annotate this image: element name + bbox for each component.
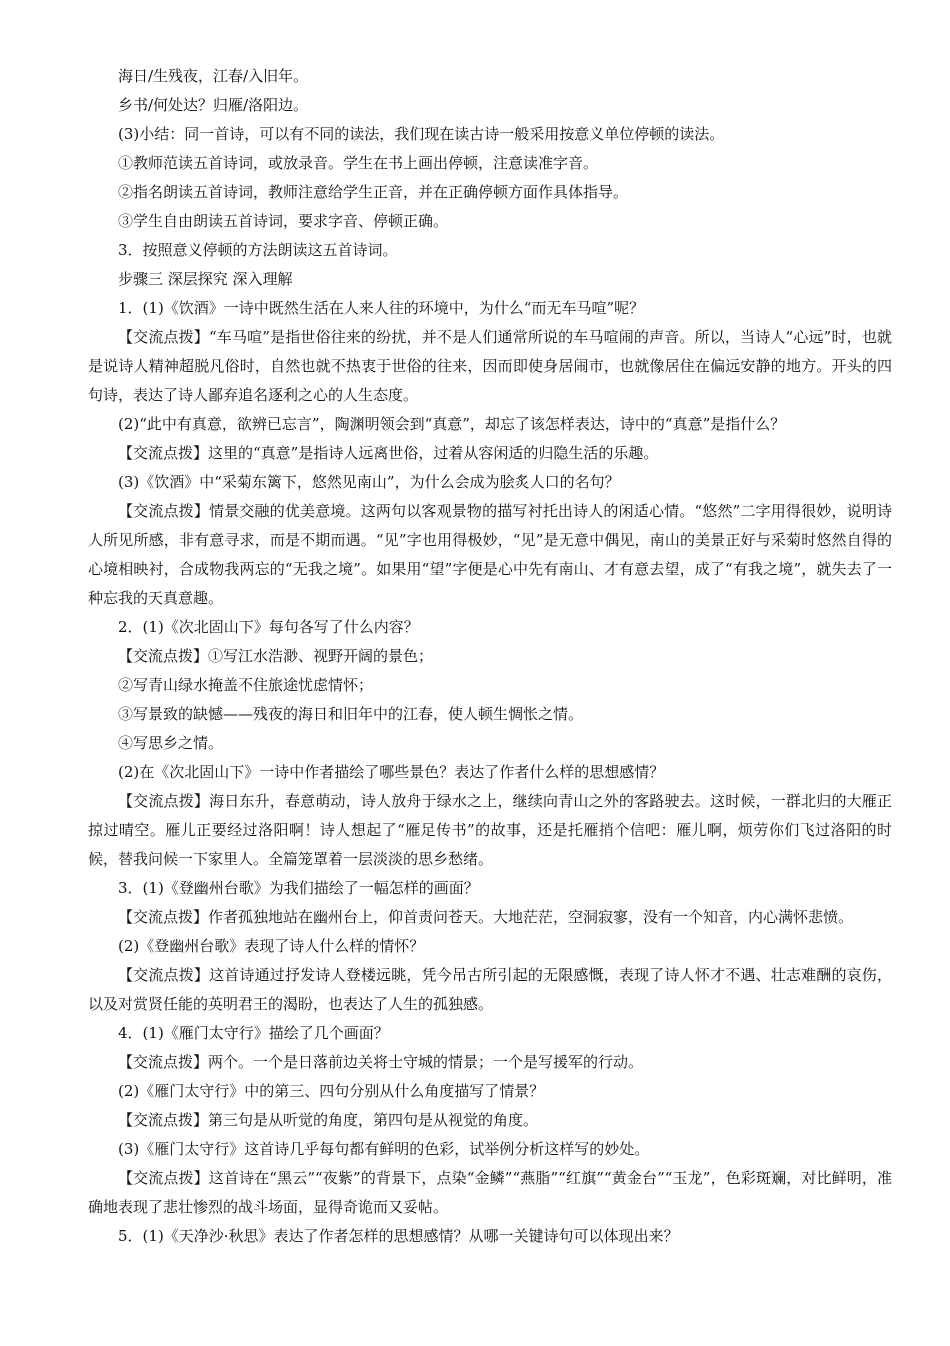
poem-line: 海日/生残夜，江春/入旧年。	[118, 67, 309, 85]
poem-line: 乡书/何处达？归雁/洛阳边。	[118, 96, 309, 114]
question: (3)《饮酒》中“采菊东篱下，悠然见南山”，为什么会成为脍炙人口的名句？	[118, 473, 620, 491]
question: (2)《雁门太守行》中的第三、四句分别从什么角度描写了情景？	[118, 1082, 545, 1100]
answer-paragraph: 【交流点拨】这首诗在“黑云”“夜紫”的背景下，点染“金鳞”“燕脂”“红旗”“黄金台”“玉龙”，色彩斑斓，对比鲜明，准确地表现了悲壮惨烈的战斗场面，显得奇诡而又妥帖。	[88, 1169, 892, 1216]
answer-paragraph: 【交流点拨】两个。一个是日落前边关将士守城的情景；一个是写援军的行动。	[118, 1053, 644, 1071]
summary-paragraph: (3)小结：同一首诗，可以有不同的读法，我们现在读古诗一般采用按意义单位停顿的读法。	[118, 125, 725, 143]
question: 4．(1)《雁门太守行》描绘了几个画面？	[118, 1024, 389, 1042]
question: (2)《登幽州台歌》表现了诗人什么样的情怀？	[118, 937, 425, 955]
question: 3．(1)《登幽州台歌》为我们描绘了一幅怎样的画面？	[118, 879, 479, 897]
list-item: ③学生自由朗读五首诗词，要求字音、停顿正确。	[118, 212, 449, 230]
list-item: ③写景致的缺憾——残夜的海日和旧年中的江春，使人顿生惆怅之情。	[118, 705, 584, 723]
question: (2)在《次北固山下》一诗中作者描绘了哪些景色？表达了作者什么样的思想感情？	[118, 763, 665, 781]
answer-paragraph: 【交流点拨】作者孤独地站在幽州台上，仰首责问苍天。大地茫茫，空洞寂寥，没有一个知音，内心满怀悲愤。	[118, 908, 854, 926]
answer-paragraph: 【交流点拨】这里的“真意”是指诗人远离世俗，过着从容闲适的归隐生活的乐趣。	[118, 444, 659, 462]
question: (3)《雁门太守行》这首诗几乎每句都有鲜明的色彩，试举例分析这样写的妙处。	[118, 1140, 650, 1158]
answer-paragraph: 【交流点拨】这首诗通过抒发诗人登楼远眺，凭今吊古所引起的无限感慨，表现了诗人怀才不遇、壮志难酬的哀伤，以及对赏贤任能的英明君王的渴盼，也表达了人生的孤独感。	[88, 966, 892, 1013]
question: 2．(1)《次北固山下》每句各写了什么内容？	[118, 618, 419, 636]
answer-paragraph: 【交流点拨】“车马喧”是指世俗往来的纷扰，并不是人们通常所说的车马喧闹的声音。所以，当诗人“心远”时，也就是说诗人精神超脱凡俗时，自然也就不热衷于世俗的往来，因而即使身居闹市，也就像居住在偏远安静的地方。开头的四句诗，表达了诗人鄙弃追名逐利之心的人生态度。	[88, 328, 892, 404]
question: 5．(1)《天净沙·秋思》表达了作者怎样的思想感情？从哪一关键诗句可以体现出来？	[118, 1227, 679, 1245]
list-item: ④写思乡之情。	[118, 734, 224, 752]
list-item: ①教师范读五首诗词，或放录音。学生在书上画出停顿，注意读准字音。	[118, 154, 599, 172]
list-item: ②指名朗读五首诗词，教师注意给学生正音，并在正确停顿方面作具体指导。	[118, 183, 629, 201]
list-item: ②写青山绿水掩盖不住旅途忧虑情怀；	[118, 676, 374, 694]
numbered-item: 3．按照意义停顿的方法朗读这五首诗词。	[118, 241, 398, 259]
document-page	[88, 62, 892, 1251]
section-heading: 步骤三 深层探究 深入理解	[118, 270, 293, 288]
answer-paragraph: 【交流点拨】情景交融的优美意境。这两句以客观景物的描写衬托出诗人的闲适心情。“悠然”二字用得很妙，说明诗人所见所感，非有意寻求，而是不期而遇。“见”字也用得极妙，“见”是无意中偶见，南山的美景正好与采菊时悠然自得的心境相映衬，合成物我两忘的“无我之境”。如果用“望”字便是心中先有南山、才有意去望，成了“有我之境”，就失去了一种忘我的天真意趣。	[88, 502, 892, 607]
answer-paragraph: 【交流点拨】海日东升，春意萌动，诗人放舟于绿水之上，继续向青山之外的客路驶去。这时候，一群北归的大雁正掠过晴空。雁儿正要经过洛阳啊！诗人想起了“雁足传书”的故事，还是托雁捎个信吧：雁儿啊，烦劳你们飞过洛阳的时候，替我问候一下家里人。全篇笼罩着一层淡淡的思乡愁绪。	[88, 792, 892, 868]
question: 1．(1)《饮酒》一诗中既然生活在人来人往的环境中，为什么“而无车马喧”呢？	[118, 299, 645, 317]
question: (2)“此中有真意，欲辨已忘言”，陶渊明领会到“真意”，却忘了该怎样表达，诗中的“真意”是指什么？	[118, 415, 786, 433]
answer-paragraph: 【交流点拨】①写江水浩渺、视野开阔的景色；	[118, 647, 434, 665]
answer-paragraph: 【交流点拨】第三句是从听觉的角度，第四句是从视觉的角度。	[118, 1111, 539, 1129]
